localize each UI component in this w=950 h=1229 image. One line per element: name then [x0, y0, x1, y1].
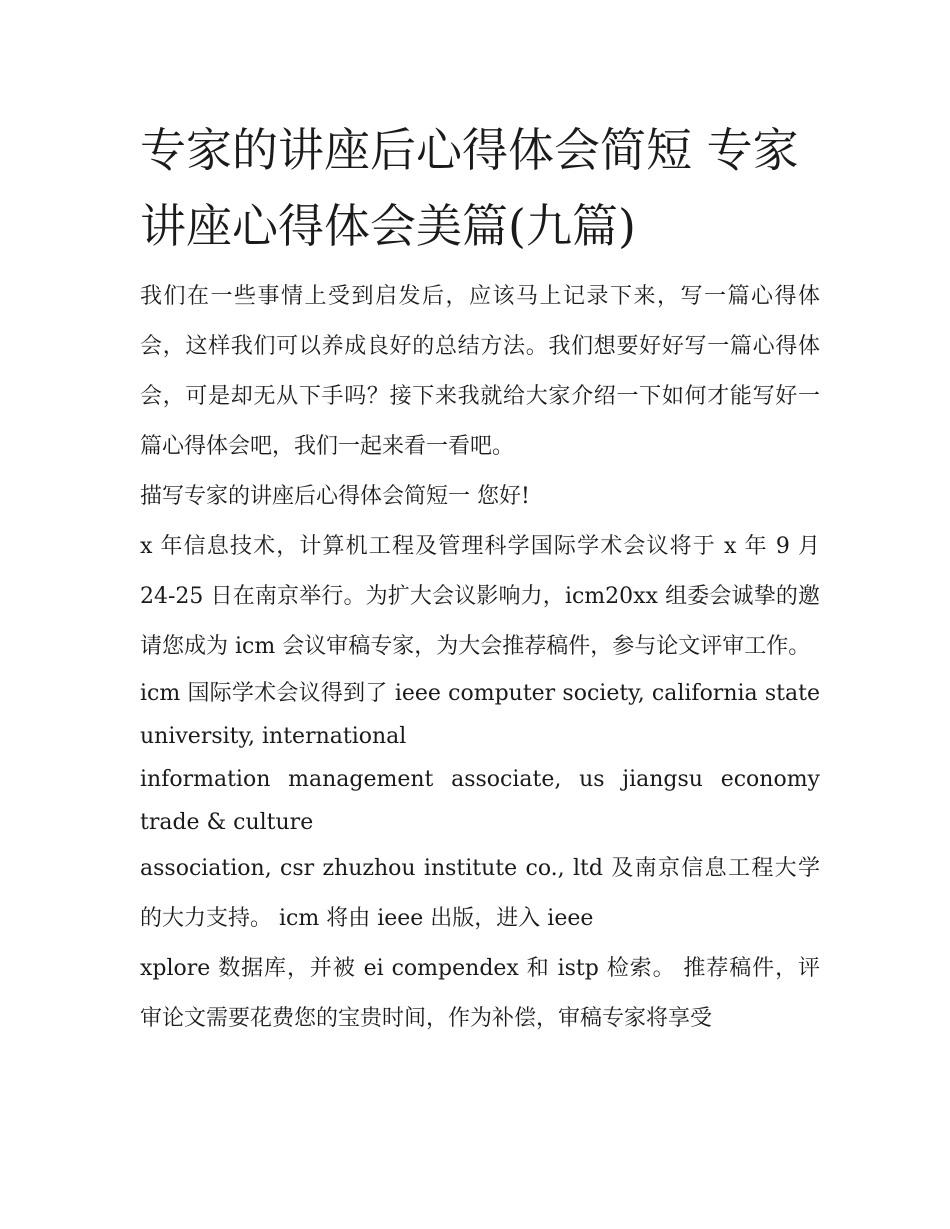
support-line-2: information management associate, us jiangsu economy trade & culture [140, 767, 820, 835]
document-title: 专家的讲座后心得体会简短 专家讲座心得体会美篇(九篇) [140, 123, 799, 253]
support-paragraph: association, csr zhuzhou institute co., ltd 及南京信息工程大学的大力支持。 icm 将由 ieee 出版，进入 ieee [140, 856, 820, 931]
support-line-1: icm 国际学术会议得到了 ieee computer society, california state university, international [140, 681, 820, 749]
section-heading-line: 描写专家的讲座后心得体会简短一 您好! [140, 484, 530, 509]
intro-paragraph: 我们在一些事情上受到启发后，应该马上记录下来，写一篇心得体会，这样我们可以养成良好的总结方法。我们想要好好写一篇心得体会，可是却无从下手吗？接下来我就给大家介绍一下如何才能写好一篇心得体会吧，我们一起来看一看吧。 [140, 284, 820, 459]
conference-paragraph: x 年信息技术，计算机工程及管理科学国际学术会议将于 x 年 9 月 24-25 日在南京举行。为扩大会议影响力，icm20xx 组委会诚挚的邀请您成为 icm 会议审稿专家，为大会推荐稿件，参与论文评审工作。 [140, 534, 820, 659]
publication-paragraph: xplore 数据库，并被 ei compendex 和 istp 检索。 推荐稿件，评审论文需要花费您的宝贵时间，作为补偿，审稿专家将享受 [140, 956, 820, 1031]
document-page [140, 112, 820, 1044]
